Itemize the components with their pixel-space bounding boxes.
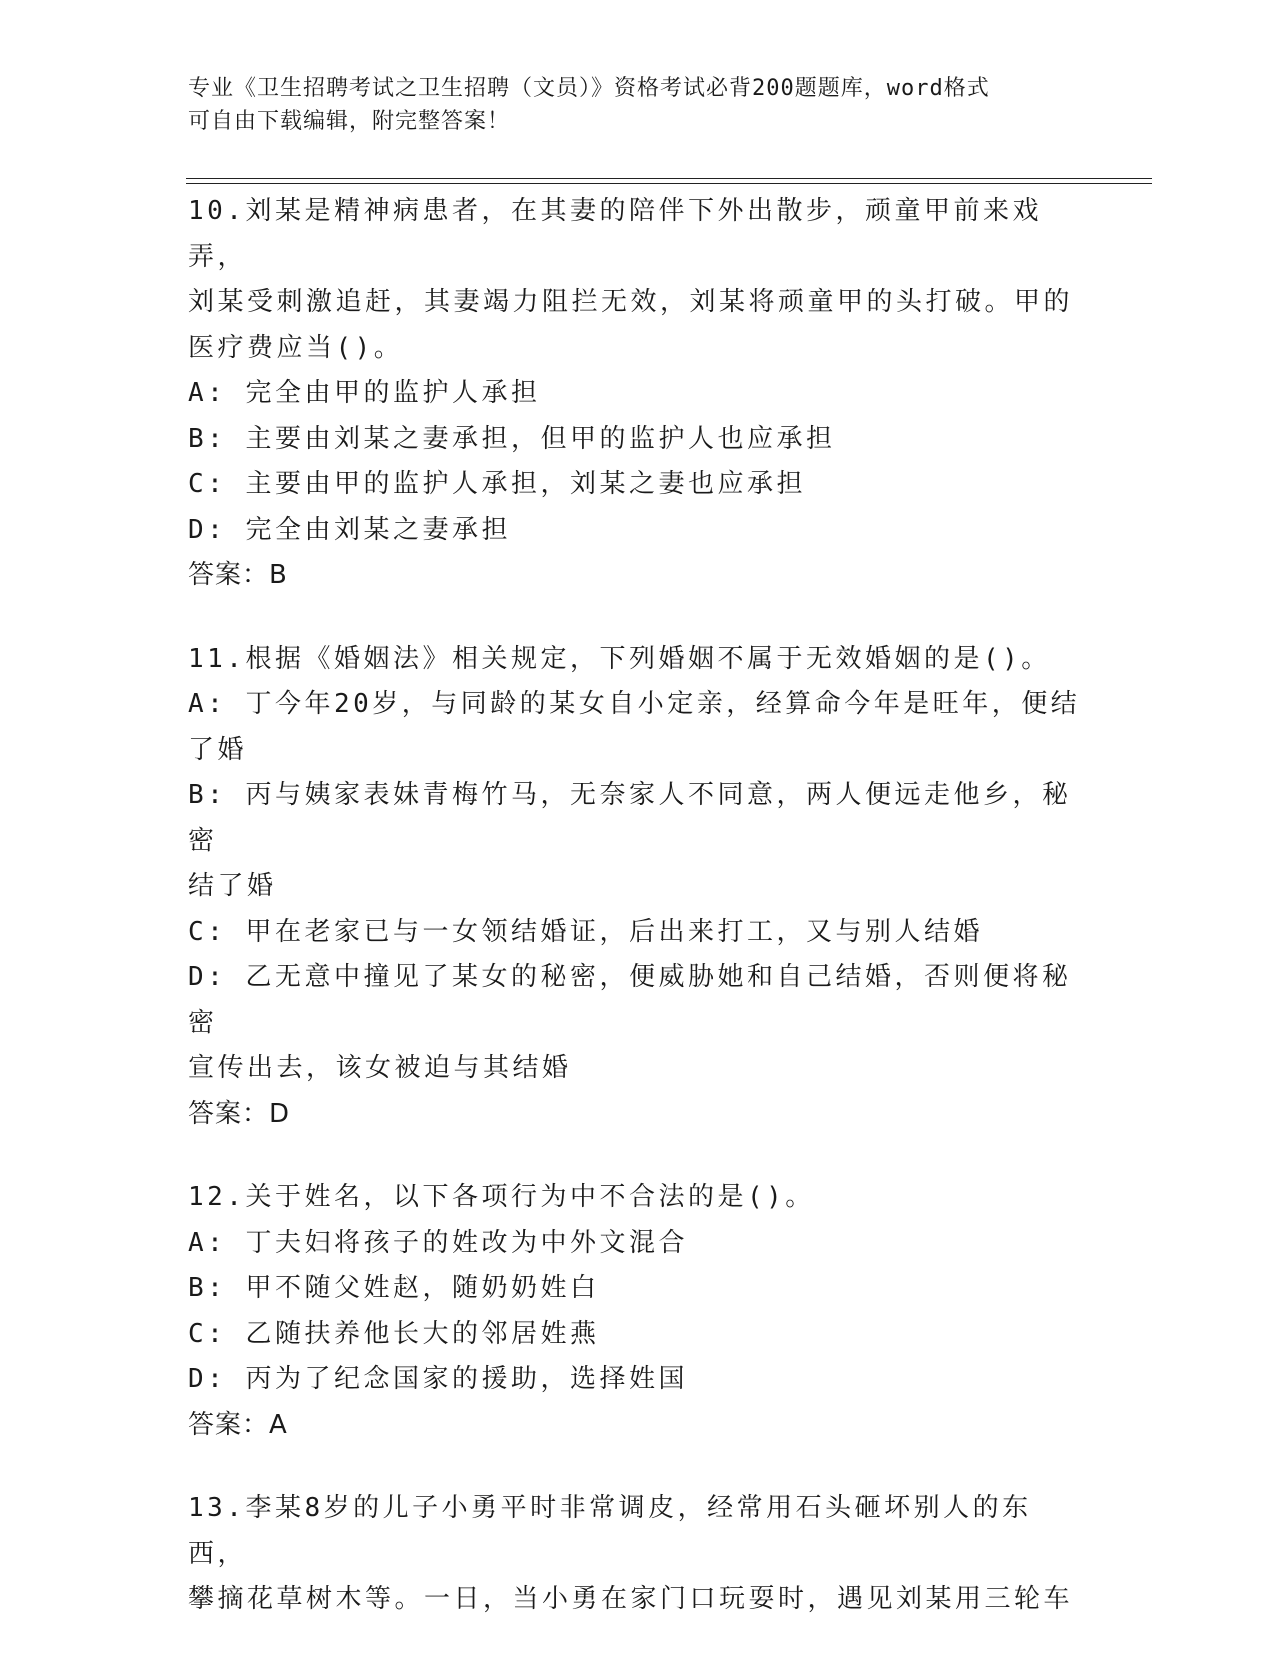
question-stem-line: 13.李某8岁的儿子小勇平时非常调皮，经常用石头砸坏别人的东西， <box>188 1493 1032 1569</box>
option-a: A: 丁今年20岁，与同龄的某女自小定亲，经算命今年是旺年，便结 <box>188 689 1081 719</box>
option-c: C: 乙随扶养他长大的邻居姓燕 <box>188 1318 600 1349</box>
question-stem-line: 10.刘某是精神病患者，在其妻的陪伴下外出散步，顽童甲前来戏弄， <box>188 196 1042 272</box>
option-d: D: 乙无意中撞见了某女的秘密，便威胁她和自己结婚，否则便将秘密 <box>188 962 1072 1038</box>
option-a: A: 完全由甲的监护人承担 <box>188 378 541 408</box>
option-d: D: 丙为了纪念国家的援助，选择姓国 <box>188 1364 688 1394</box>
question-stem-line: 12.关于姓名，以下各项行为中不合法的是()。 <box>188 1182 815 1212</box>
question-stem-line: 医疗费应当()。 <box>188 332 404 363</box>
answer-label: 答案：B <box>188 560 288 590</box>
question-13 <box>188 1486 1088 1623</box>
answer-label: 答案：D <box>188 1098 291 1129</box>
option-c: C: 甲在老家已与一女领结婚证，后出来打工，又与别人结婚 <box>188 916 983 947</box>
option-a: A: 丁夫妇将孩子的姓改为中外文混合 <box>188 1227 688 1258</box>
option-c: C: 主要由甲的监护人承担，刘某之妻也应承担 <box>188 469 806 499</box>
header-divider <box>186 178 1152 184</box>
answer-label: 答案：A <box>188 1409 288 1440</box>
question-list <box>188 189 1088 1661</box>
question-12 <box>188 1175 1088 1448</box>
option-b: B: 甲不随父姓赵，随奶奶姓白 <box>188 1273 600 1303</box>
option-a-continued: 了婚 <box>188 734 248 765</box>
option-d: D: 完全由刘某之妻承担 <box>188 514 511 545</box>
header-line-2: 可自由下载编辑，附完整答案！ <box>188 109 511 134</box>
option-d-continued: 宣传出去，该女被迫与其结婚 <box>188 1053 572 1083</box>
question-stem-line: 刘某受刺激追赶，其妻竭力阻拦无效，刘某将顽童甲的头打破。甲的 <box>188 287 1074 317</box>
question-stem-line: 11.根据《婚姻法》相关规定，下列婚姻不属于无效婚姻的是()。 <box>188 643 1051 674</box>
option-b-continued: 结了婚 <box>188 871 277 901</box>
question-11 <box>188 637 1088 1138</box>
header-line-1: 专业《卫生招聘考试之卫生招聘（文员）》资格考试必背200题题库，word格式 <box>188 76 990 101</box>
option-b: B: 丙与姨家表妹青梅竹马，无奈家人不同意，两人便远走他乡，秘密 <box>188 780 1072 856</box>
document-header <box>188 72 1068 138</box>
question-10 <box>188 189 1088 599</box>
option-b: B: 主要由刘某之妻承担，但甲的监护人也应承担 <box>188 423 836 454</box>
question-stem-line: 攀摘花草树木等。一日，当小勇在家门口玩耍时，遇见刘某用三轮车 <box>188 1584 1074 1614</box>
